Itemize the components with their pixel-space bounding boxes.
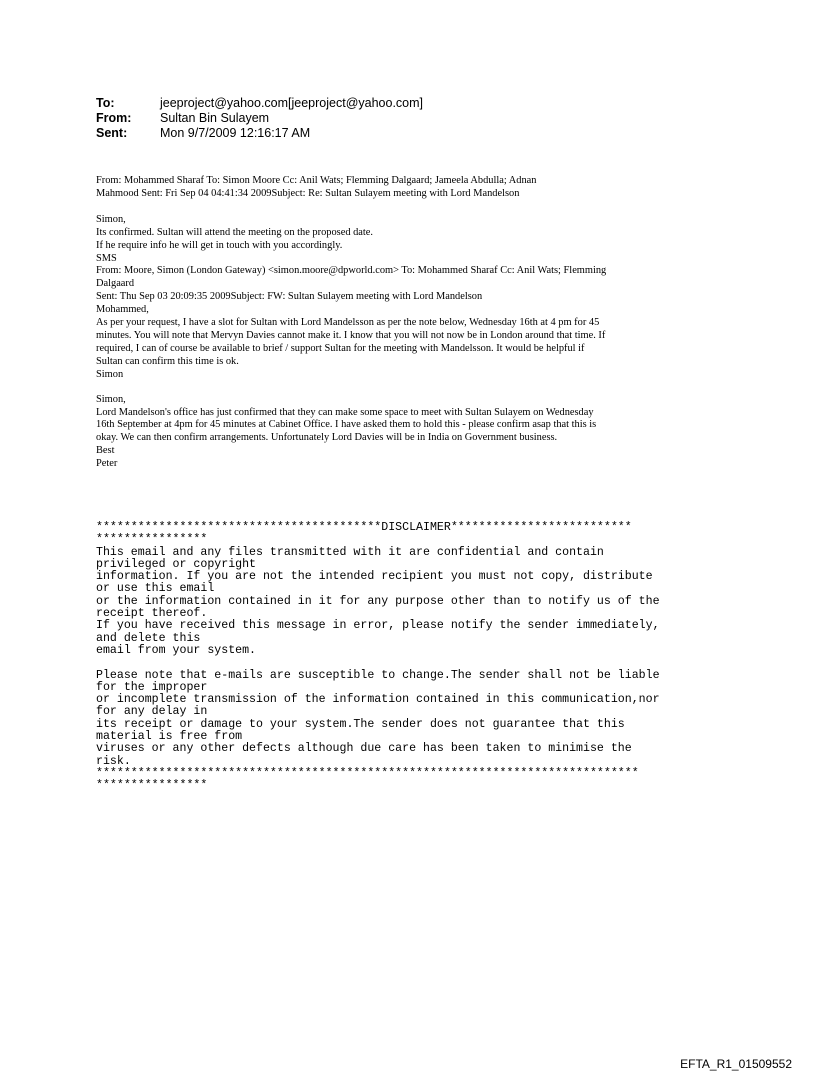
disclaimer-line: If you have received this message in error, please notify the sender immediately,: [96, 619, 660, 633]
email-body: [96, 175, 726, 471]
disclaimer-line: information. If you are not the intended recipient you must not copy, distribute: [96, 570, 653, 584]
disclaimer-blank-line: [96, 657, 726, 669]
disclaimer-block: [96, 522, 726, 793]
original-line: 16th September at 4pm for 45 minutes at Cabinet Office. I have asked them to hold this - please confirm asap that this is: [96, 419, 597, 431]
reply-line: Its confirmed. Sultan will attend the meeting on the proposed date.: [96, 226, 374, 238]
disclaimer-line: This email and any files transmitted with it are confidential and contain: [96, 545, 604, 559]
reply-line: Simon,: [96, 213, 126, 225]
disclaimer-line: for any delay in: [96, 705, 208, 719]
reply-line: minutes. You will note that Mervyn Davies cannot make it. I know that you will not now be in London around that time. If: [96, 329, 606, 341]
sent-row: [96, 126, 423, 141]
original-line: Peter: [96, 458, 118, 470]
disclaimer-line: or the information contained in it for any purpose other than to notify us of the: [96, 594, 660, 608]
forward-header-line: From: Mohammed Sharaf To: Simon Moore Cc: Anil Wats; Flemming Dalgaard; Jameela Abdulla; Adnan: [96, 175, 537, 186]
reply-line: Simon: [96, 368, 124, 380]
from-value: Sultan Bin Sulayem: [160, 111, 270, 125]
original-line: Lord Mandelson's office has just confirmed that they can make some space to meet with Sultan Sulayem on Wednesday: [96, 406, 594, 418]
disclaimer-line: ****************: [96, 779, 208, 793]
reply-line: required, I can of course be available to brief / support Sultan for the meeting with Mandelsson. It would be helpful if: [96, 342, 585, 354]
original-line: Best: [96, 445, 115, 457]
reply-line: If he require info he will get in touch with you accordingly.: [96, 239, 343, 251]
from-row: [96, 111, 423, 126]
reply-line: SMS: [96, 252, 117, 264]
disclaimer-line: privileged or copyright: [96, 557, 257, 571]
original-line: okay. We can then confirm arrangements. Unfortunately Lord Davies will be in India on Government business.: [96, 432, 558, 444]
reply-line: Dalgaard: [96, 278, 135, 290]
disclaimer-line: or incomplete transmission of the information contained in this communication,nor: [96, 693, 660, 707]
disclaimer-line: viruses or any other defects although due care has been taken to minimise the: [96, 742, 632, 756]
email-header: [96, 96, 423, 141]
to-row: [96, 96, 423, 111]
disclaimer-line: for the improper: [96, 680, 208, 694]
to-label: To:: [96, 96, 115, 110]
reply-line: From: Moore, Simon (London Gateway) <simon.moore@dpworld.com> To: Mohammed Sharaf Cc: Anil Wats; Flemming: [96, 265, 607, 277]
sent-value: Mon 9/7/2009 12:16:17 AM: [160, 126, 311, 140]
sent-label: Sent:: [96, 126, 128, 140]
disclaimer-line: risk.: [96, 754, 131, 768]
disclaimer-line: ****************: [96, 533, 208, 547]
from-label: From:: [96, 111, 132, 125]
reply-line: Sultan can confirm this time is ok.: [96, 355, 239, 367]
disclaimer-line: *****************************************DISCLAIMER**************************: [96, 521, 632, 534]
disclaimer-line: and delete this: [96, 631, 201, 645]
disclaimer-line: its receipt or damage to your system.The sender does not guarantee that this: [96, 717, 625, 731]
original-line: Simon,: [96, 393, 126, 405]
disclaimer-line: material is free from: [96, 730, 243, 744]
forward-header-line: Mahmood Sent: Fri Sep 04 04:41:34 2009Subject: Re: Sultan Sulayem meeting with Lord Mandelson: [96, 187, 520, 199]
disclaimer-line: email from your system.: [96, 643, 257, 657]
reply-line: Mohammed,: [96, 304, 149, 316]
disclaimer-line: Please note that e-mails are susceptible to change.The sender shall not be liable: [96, 668, 660, 682]
disclaimer-line: ******************************************************************************: [96, 766, 639, 780]
to-value: jeeproject@yahoo.com[jeeproject@yahoo.com]: [160, 96, 424, 110]
disclaimer-line: or use this email: [96, 582, 215, 596]
document-id: EFTA_R1_01509552: [680, 1057, 792, 1071]
reply-line: As per your request, I have a slot for Sultan with Lord Mandelsson as per the note below, Wednesday 16th at 4 pm for 45: [96, 317, 600, 329]
disclaimer-line: receipt thereof.: [96, 607, 208, 621]
reply-line: Sent: Thu Sep 03 20:09:35 2009Subject: FW: Sultan Sulayem meeting with Lord Mandelson: [96, 291, 483, 303]
